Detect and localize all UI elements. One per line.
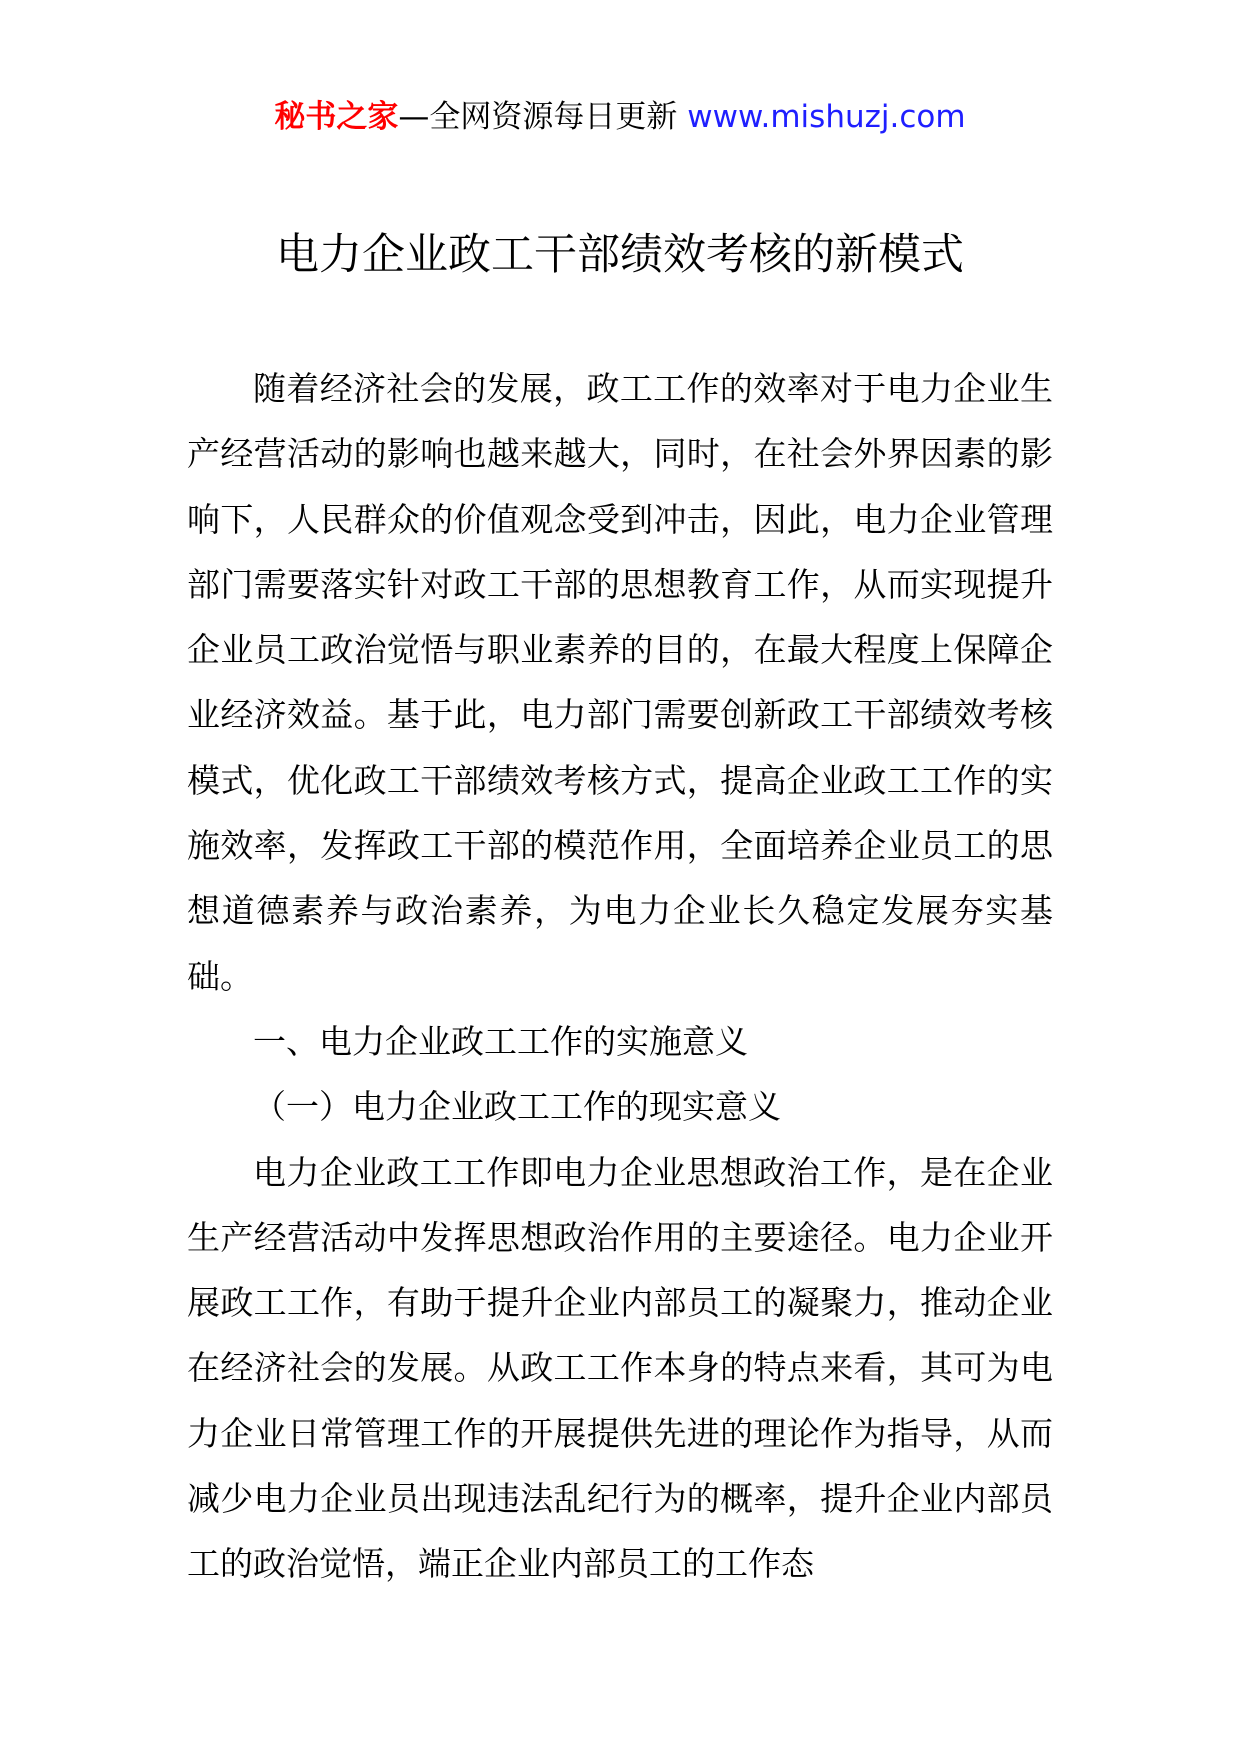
- section-heading: 一、电力企业政工工作的实施意义: [253, 1021, 748, 1061]
- document-title: 电力企业政工干部绩效考核的新模式: [276, 230, 964, 280]
- subsection-heading: （一）电力企业政工工作的现实意义: [253, 1087, 781, 1127]
- intro-paragraph: 随着经济社会的发展，政工工作的效率对于电力企业生产经营活动的影响也越来越大，同时，在社会外界因素的影响下，人民群众的价值观念受到冲击，因此，电力企业管理部门需要落实针对政工干部的思想教育工作，从而实现提升企业员工政治觉悟与职业素养的目的，在最大程度上保障企业经济效益。基于此，电力部门需要创新政工干部绩效考核模式，优化政工干部绩效考核方式，提高企业政工工作的实施效率，发挥政工干部的模范作用，全面培养企业员工的思想道德素养与政治素养，为电力企业长久稳定发展夯实基础。: [187, 369, 1053, 996]
- site-tagline: —全网资源每日更新: [398, 99, 688, 135]
- document-body: [187, 356, 1053, 1597]
- site-url-link[interactable]: www.mishuzj.com: [687, 99, 966, 135]
- site-header: [0, 95, 1240, 139]
- site-brand: 秘书之家: [274, 99, 399, 135]
- body-paragraph: 电力企业政工工作即电力企业思想政治工作，是在企业生产经营活动中发挥思想政治作用的主要途径。电力企业开展政工工作，有助于提升企业内部员工的凝聚力，推动企业在经济社会的发展。从政工工作本身的特点来看，其可为电力企业日常管理工作的开展提供先进的理论作为指导，从而减少电力企业员出现违法乱纪行为的概率，提升企业内部员工的政治觉悟，端正企业内部员工的工作态: [187, 1152, 1053, 1584]
